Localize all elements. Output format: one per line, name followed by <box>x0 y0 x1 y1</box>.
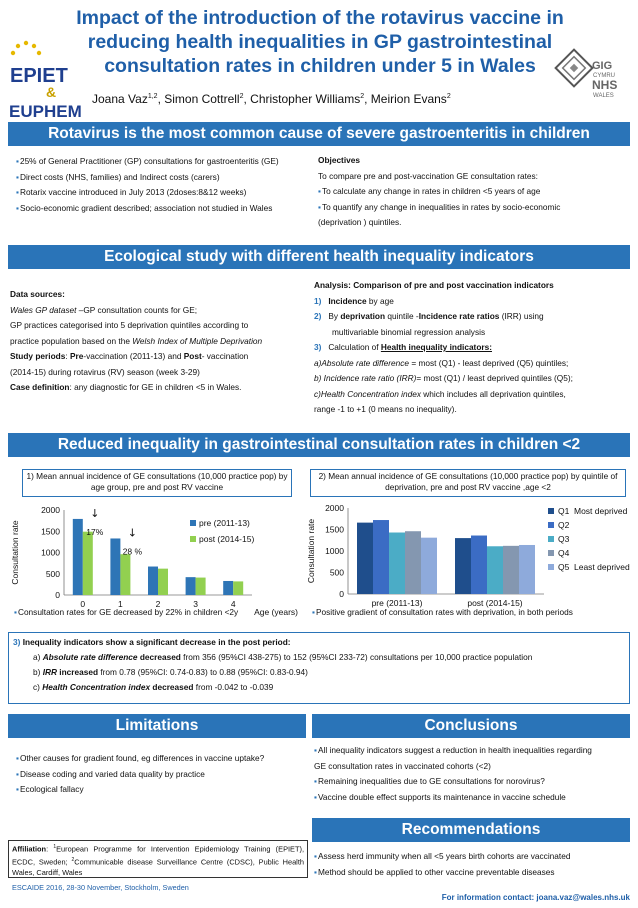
y-tick-label: 1000 <box>41 547 60 558</box>
svg-text:GIG: GIG <box>592 60 613 72</box>
legend-swatch <box>190 520 196 526</box>
banner-conclusions: Conclusions <box>312 714 630 738</box>
bar-pre-age-2 <box>148 567 158 595</box>
analysis: Analysis: Comparison of pre and post vaccination indicators 1) Incidence by age 2) By deprivation quintile -Incidence rate ratios (IRR) using multivariable binomial regression analysis 3) Calculation of Health inequality indicators: a)Absolute rate difference = most (Q1) - least deprived (Q5) quintiles; b) Incidence rate ratio (IRR)= most (Q1) / least deprived quintiles (Q5); c)Health Concentration index which includes all deprivation quintiles, range -1 to +1 (0 means no inequality). <box>314 280 573 414</box>
chart2-title: 2) Mean annual incidence of GE consultations (10,000 practice pop) by quintile of deprivation, pre and post RV vaccine ,age <2 <box>310 469 626 497</box>
chart2-note: ▪ Positive gradient of consultation rates with deprivation, in both periods <box>312 605 630 621</box>
limitations-list <box>16 751 308 798</box>
bar-q1-pre <box>357 523 373 594</box>
bar-q4-post <box>503 546 519 594</box>
list-item: ▪ All inequality indicators suggest a reduction in health inequalities regarding <box>314 743 630 759</box>
svg-text:NHS: NHS <box>592 78 618 92</box>
legend-swatch <box>548 536 554 542</box>
poster-title: Impact of the introduction of the rotavirus vaccine in reducing health inequalities in GP gastrointestinal consultation rates in children under 5 in Wales <box>76 7 564 77</box>
x-tick-label: 4 <box>230 599 236 609</box>
svg-text:&: & <box>46 84 57 100</box>
chart-deprivation <box>306 500 630 610</box>
x-tick-label: post (2014-15) <box>467 598 523 608</box>
list-item: ▪ Direct costs (NHS, families) and Indirect costs (carers) <box>16 170 312 186</box>
chart1-note: ▪ Consultation rates for GE decreased by 22% in children <2y <box>14 605 314 621</box>
legend-label: pre (2011-13) <box>199 518 250 528</box>
legend-swatch <box>548 508 554 514</box>
legend-label: Q4 <box>558 548 570 558</box>
y-tick-label: 2000 <box>41 505 60 515</box>
decrease-arrow-icon: ↓ <box>127 526 138 540</box>
x-tick-label: pre (2011-13) <box>371 598 423 608</box>
x-tick-label: 2 <box>155 599 161 609</box>
bar-q2-pre <box>373 520 389 594</box>
authors: Joana Vaz$^{1,2}$, Simon Cottrell$^2$, Christopher Williams$^2$, Meirion Evans$^2$ <box>92 92 451 106</box>
legend-note-most-deprived: Most deprived <box>574 506 628 516</box>
bar-pre-age-4 <box>223 581 233 595</box>
legend-swatch <box>548 550 554 556</box>
list-item: ▪ Other causes for gradient found, eg differences in vaccine uptake? <box>16 751 308 767</box>
bar-pre-age-0 <box>73 519 83 595</box>
recommendations-list <box>314 849 630 880</box>
list-item: ▪ Rotarix vaccine introduced in July 2013 (2doses:8&12 weeks) <box>16 185 312 201</box>
x-tick-label: 1 <box>118 599 123 609</box>
x-tick-label: 3 <box>193 599 198 609</box>
banner-rotavirus: Rotavirus is the most common cause of severe gastroenteritis in children <box>8 122 630 146</box>
legend-note-least-deprived: Least deprived <box>574 562 630 572</box>
annotation-label: 17% <box>86 526 104 537</box>
affiliation-box: Affiliation: $^1$European Programme for Intervention Epidemiology Training (EPIET), ECDC, Sweden; $^2$Communicable disease Surveillance Centre (CDSC), Public Health Wales, Cardiff, Wales <box>8 840 308 878</box>
bar-post-age-4 <box>233 581 243 595</box>
y-tick-label: 2000 <box>325 503 344 513</box>
legend-label: Q5 <box>558 562 570 572</box>
x-tick-label: 0 <box>80 599 86 609</box>
y-axis-label: Consultation rate <box>10 520 20 585</box>
legend-swatch <box>548 522 554 528</box>
list-item: ▪ Method should be applied to other vaccine preventable diseases <box>314 865 630 881</box>
y-tick-label: 0 <box>339 589 344 599</box>
eu-stars-icon <box>11 41 41 55</box>
bar-q3-post <box>487 546 503 594</box>
list-item: ▪ To quantify any change in inequalities in rates by socio-economic <box>318 200 630 216</box>
list-item: ▪ Remaining inequalities due to GE consultations for norovirus? <box>314 774 630 790</box>
epiet-logo-text: EPIET <box>10 65 68 87</box>
y-tick-label: 500 <box>329 567 344 578</box>
bar-q1-post <box>455 538 471 594</box>
chart1-title: 1) Mean annual incidence of GE consultations (10,000 practice pop) by age group, pre and post RV vaccine <box>22 469 292 497</box>
bar-post-age-0 <box>83 532 93 595</box>
list-item: ▪ Socio-economic gradient described; association not studied in Wales <box>16 201 312 217</box>
conclusions-list: ▪ All inequality indicators suggest a reduction in health inequalities regarding GE consultation rates in vaccinated cohorts (<2) ▪ Remaining inequalities due to GE consultations for norovirus? ▪ Vaccine double effect supports its maintenance in vaccine schedule <box>314 743 630 805</box>
decrease-arrow-icon: ↓ <box>90 506 100 520</box>
bar-q4-pre <box>405 531 421 594</box>
list-item: ▪ To calculate any change in rates in children <5 years of age <box>318 184 630 200</box>
bar-post-age-3 <box>196 578 206 595</box>
annotation-label: 28 % <box>122 546 143 557</box>
svg-text:WALES: WALES <box>593 93 614 99</box>
y-tick-label: 1500 <box>325 524 344 535</box>
y-axis-label: Consultation rate <box>306 518 316 584</box>
y-tick-label: 0 <box>55 590 60 600</box>
list-item: ▪ 25% of General Practitioner (GP) consultations for gastroenteritis (GE) <box>16 154 312 170</box>
intro-bullets <box>16 154 312 216</box>
bar-pre-age-1 <box>110 538 120 595</box>
y-tick-label: 500 <box>45 568 60 579</box>
y-tick-label: 1500 <box>41 526 60 537</box>
legend-label: Q3 <box>558 534 570 544</box>
list-item: ▪ Vaccine double effect supports its maintenance in vaccine schedule <box>314 790 630 806</box>
inequality-indicators-box: 3) Inequality indicators show a significant decrease in the post period: a) Absolute rate difference decreased from 356 (95%CI 438-275) to 152 (95%CI 233-72) consultations per 10,000 practice population b) IRR increased from 0.78 (95%CI: 0.74-0.83) to 0.88 (95%CI: 0.83-0.94) c) Health Concentration index decreased from -0.042 to -0.039 <box>8 632 630 704</box>
bar-pre-age-3 <box>186 577 196 595</box>
legend-label: Q1 <box>558 506 570 516</box>
footer-contact[interactable]: For information contact: joana.vaz@wales.nhs.uk <box>441 893 630 902</box>
list-item: ▪ Assess herd immunity when all <5 years birth cohorts are vaccinated <box>314 849 630 865</box>
bar-post-age-1 <box>120 554 130 595</box>
banner-ecological-study: Ecological study with different health inequality indicators <box>8 245 630 269</box>
data-sources: Data sources: Wales GP dataset –GP consultation counts for GE; GP practices categorised into 5 deprivation quintiles according to practice population based on the Welsh Index of Multiple Deprivation Study periods: Pre-vaccination (2011-13) and Post- vaccination (2014-15) during rotavirus (RV) season (week 3-29) Case definition: any diagnostic for GE in children <5 in Wales. <box>10 289 263 392</box>
banner-limitations: Limitations <box>8 714 306 738</box>
legend-label: post (2014-15) <box>199 534 255 544</box>
banner-reduced-inequality: Reduced inequality in gastrointestinal consultation rates in children <2 <box>8 433 630 457</box>
svg-text:CYMRU: CYMRU <box>593 73 615 79</box>
x-axis-label: Age (years) <box>254 607 298 617</box>
legend-label: Q2 <box>558 520 570 530</box>
bar-q3-pre <box>389 533 405 594</box>
euphem-logo-text: EUPHEM <box>9 102 82 121</box>
list-item: ▪ Disease coding and varied data quality by practice <box>16 767 308 783</box>
bar-post-age-2 <box>158 569 168 595</box>
objectives: Objectives To compare pre and post-vaccination GE consultation rates: ▪ To calculate any change in rates in children <5 years of age ▪ To quantify any change in inequalities in rates by socio-economic (deprivation ) quintiles. <box>318 153 630 231</box>
footer-conference: ESCAIDE 2016, 28-30 November, Stockholm, Sweden <box>12 883 189 892</box>
y-tick-label: 1000 <box>325 546 344 556</box>
list-item: ▪ Ecological fallacy <box>16 782 308 798</box>
objectives-heading: Objectives <box>318 155 360 165</box>
bar-q5-post <box>519 545 535 594</box>
legend-swatch <box>548 564 554 570</box>
bar-q2-post <box>471 536 487 594</box>
banner-recommendations: Recommendations <box>312 818 630 842</box>
legend-swatch <box>190 536 196 542</box>
bar-q5-pre <box>421 538 437 594</box>
